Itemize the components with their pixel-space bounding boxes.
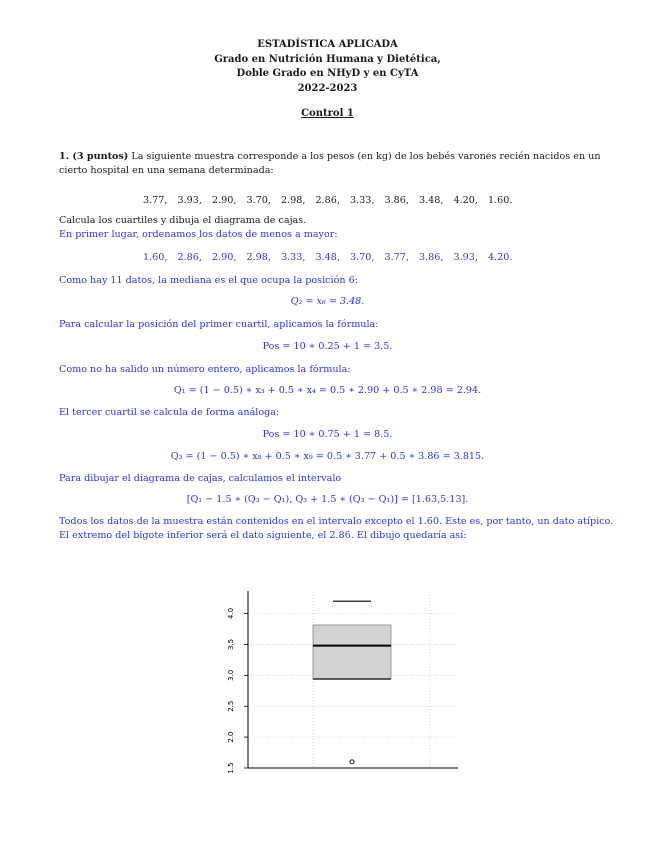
equation-interval: [Q₁ − 1.5 ∗ (Q₃ − Q₁), Q₃ + 1.5 ∗ (Q₃ − Q₁)] = [1.63,5.13]. bbox=[186, 494, 469, 505]
sorted-data-value: 3.33, bbox=[281, 252, 306, 263]
y-tick-label: 1.5 bbox=[227, 762, 235, 774]
raw-data-value: 3.48, bbox=[419, 195, 444, 206]
equation-q1-position: Pos = 10 ∗ 0.25 + 1 = 3.5. bbox=[262, 341, 393, 352]
y-tick-label: 3.0 bbox=[227, 669, 235, 681]
raw-data-value: 2.86, bbox=[315, 195, 340, 206]
equation-q3: Q₃ = (1 − 0.5) ∗ x₈ + 0.5 ∗ x₉ = 0.5 ∗ 3.77 + 0.5 ∗ 3.86 = 3.815. bbox=[170, 451, 485, 462]
raw-data-value: 3.93, bbox=[177, 195, 202, 206]
raw-data-value: 2.98, bbox=[281, 195, 306, 206]
raw-data-value: 1.60. bbox=[488, 195, 513, 206]
equation-q1: Q₁ = (1 − 0.5) ∗ x₃ + 0.5 ∗ x₄ = 0.5 ∗ 2.90 + 0.5 ∗ 2.98 = 2.94. bbox=[173, 385, 482, 396]
raw-data-list bbox=[143, 195, 523, 206]
y-tick-label: 3.5 bbox=[227, 638, 235, 650]
problem-number: 1. (3 puntos) bbox=[59, 151, 129, 162]
solution-step-q1-position: Para calcular la posición del primer cuartil, aplicamos la fórmula: bbox=[59, 319, 379, 330]
sorted-data-value: 2.90, bbox=[212, 252, 237, 263]
degree-line-1: Grado en Nutrición Humana y Dietética, bbox=[214, 54, 441, 65]
raw-data-value: 3.77, bbox=[143, 195, 168, 206]
equation-q3-position: Pos = 10 ∗ 0.75 + 1 = 8.5. bbox=[262, 429, 393, 440]
sorted-data-value: 3.70, bbox=[350, 252, 375, 263]
raw-data-value: 3.70, bbox=[246, 195, 271, 206]
sorted-data-value: 3.48, bbox=[315, 252, 340, 263]
degree-line-2: Doble Grado en NHyD y en CyTA bbox=[236, 68, 419, 79]
problem-intro: La siguiente muestra corresponde a los pesos (en kg) de los bebés varones recién nacidos en un cierto hospital en una semana determinada: bbox=[59, 151, 601, 176]
y-tick-label: 2.0 bbox=[227, 731, 235, 743]
academic-year: 2022-2023 bbox=[297, 83, 358, 94]
problem-task: Calcula los cuartiles y dibuja el diagrama de cajas. bbox=[59, 215, 307, 226]
raw-data-value: 3.86, bbox=[384, 195, 409, 206]
solution-step-sort: En primer lugar, ordenamos los datos de menos a mayor: bbox=[59, 229, 338, 240]
raw-data-value: 3.33, bbox=[350, 195, 375, 206]
sorted-data-value: 1.60, bbox=[143, 252, 168, 263]
outlier-point bbox=[350, 760, 354, 764]
solution-step-q1-formula: Como no ha salido un número entero, aplicamos la fórmula: bbox=[59, 364, 351, 375]
sorted-data-value: 4.20. bbox=[488, 252, 513, 263]
solution-step-q3: El tercer cuartil se calcula de forma análoga: bbox=[59, 407, 280, 418]
sorted-data-value: 3.77, bbox=[384, 252, 409, 263]
y-tick-label: 2.5 bbox=[227, 700, 235, 712]
sorted-data-list bbox=[143, 252, 523, 263]
solution-step-interval: Para dibujar el diagrama de cajas, calculamos el intervalo bbox=[59, 473, 342, 484]
box-iqr bbox=[313, 625, 391, 679]
solution-step-median: Como hay 11 datos, la mediana es el que ocupa la posición 6: bbox=[59, 275, 358, 286]
exam-title: Control 1 bbox=[301, 108, 354, 119]
problem-statement bbox=[59, 150, 625, 177]
sorted-data-value: 2.86, bbox=[177, 252, 202, 263]
course-title: ESTADÍSTICA APLICADA bbox=[257, 39, 398, 50]
raw-data-value: 2.90, bbox=[212, 195, 237, 206]
sorted-data-value: 3.93, bbox=[453, 252, 478, 263]
box-plot-chart bbox=[215, 585, 475, 785]
sorted-data-value: 2.98, bbox=[246, 252, 271, 263]
sorted-data-value: 3.86, bbox=[419, 252, 444, 263]
y-tick-label: 4.0 bbox=[227, 607, 235, 620]
raw-data-value: 4.20, bbox=[453, 195, 478, 206]
equation-median: Q₂ = x₆ = 3.48. bbox=[290, 296, 365, 307]
solution-conclusion: Todos los datos de la muestra están contenidos en el intervalo excepto el 1.60. Este es, por tanto, un dato atípico. El extremo del bigote inferior será el dato siguiente, el 2.86. El dibujo quedaría así: bbox=[59, 516, 614, 541]
